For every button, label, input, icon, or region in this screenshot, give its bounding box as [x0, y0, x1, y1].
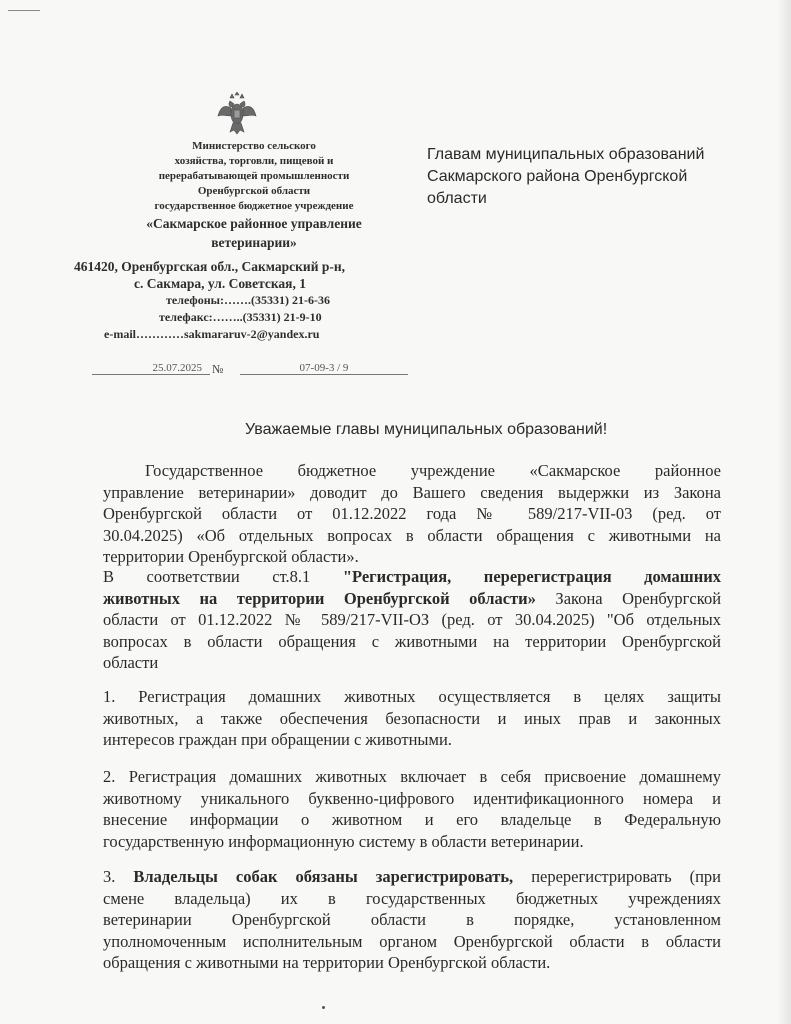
paragraph-line: вопросах в области обращения с животными на территории Оренбургской [103, 631, 721, 651]
org-line: Оренбургской области [197, 185, 311, 197]
paragraph-line: ветеринарии Оренбургской области в порядке, установленном [103, 910, 721, 929]
scan-speck [322, 1006, 325, 1009]
scan-shadow [777, 0, 791, 1024]
letter-date: 25.07.2025 [92, 362, 210, 375]
phone-line: телефоны:…….(35331) 21-6-36 [166, 293, 330, 307]
paragraph-line [103, 588, 721, 610]
email-line: e-mail…………sakmararuv-2@yandex.ru [104, 327, 320, 341]
paragraph-line: интересов граждан при обращении с животными. [103, 730, 452, 749]
address-line: 461420, Оренбургская обл., Сакмарский р-н, [74, 259, 346, 274]
org-line: хозяйства, торговли, пищевой и [174, 155, 334, 167]
paragraph-article [103, 566, 721, 674]
addressee-line: Главам муниципальных образований [427, 146, 705, 163]
paragraph-line: обращения с животными на территории Оренбургской области. [103, 953, 551, 972]
scan-edge-mark [8, 10, 40, 11]
item-emphasis: Владельцы собак обязаны зарегистрировать, [133, 867, 514, 886]
address-line: с. Сакмара, ул. Советская, 1 [134, 276, 306, 291]
paragraph-intro [103, 460, 721, 568]
paragraph-line: 1. Регистрация домашних животных осуществляется в целях защиты [103, 687, 721, 706]
fax-line: телефакс:……..(35331) 21-9-10 [159, 310, 322, 324]
article-ref: В соответствии ст.8.1 [103, 567, 311, 586]
paragraph-line: животных, а также обеспечения безопасности и иных прав и законных [103, 708, 721, 728]
org-line: Министерство сельского [192, 140, 316, 152]
article-title: "Регистрация, перерегистрация домашних [342, 567, 721, 586]
org-name: ветеринарии» [211, 235, 297, 250]
addressee-block [427, 144, 757, 210]
paragraph-line: Государственное бюджетное учреждение «Сакмарское районное [145, 461, 721, 480]
paragraph-line: уполномоченным исполнительным органом Оренбургской области в области [103, 931, 721, 951]
paragraph-line: территории Оренбургской области». [103, 547, 359, 566]
paragraph-line: смене владельца) их в государственных бюджетных учреждениях [103, 888, 721, 908]
salutation: Уважаемые главы муниципальных образований! [245, 421, 608, 438]
paragraph-line: области [103, 653, 159, 672]
addressee-line: области [427, 190, 487, 207]
article-title: животных на территории Оренбургской области» [103, 588, 536, 608]
paragraph-text: перерегистрировать (при [531, 867, 722, 886]
paragraph-item-2 [103, 766, 721, 852]
paragraph-line: 30.04.2025) «Об отдельных вопросах в области обращения с животными на [103, 525, 721, 545]
contact-block [74, 258, 404, 343]
paragraph-item-3 [103, 866, 721, 974]
paragraph-line: государственную информационную систему в области ветеринарии. [103, 831, 584, 851]
addressee-line: Сакмарского района Оренбургской [427, 168, 688, 185]
paragraph-line [103, 566, 721, 588]
organization-block [74, 139, 434, 252]
russian-coat-of-arms-icon [216, 92, 258, 136]
paragraph-line: Оренбургской области от 01.12.2022 года № 589/217-VII-03 (ред. от [103, 504, 721, 523]
letter-number-label: № [212, 362, 224, 376]
paragraph-text: Закона Оренбургской [555, 588, 722, 608]
org-line: государственное бюджетное учреждение [154, 200, 354, 212]
paragraph-line [103, 866, 721, 888]
paragraph-item-1 [103, 686, 721, 751]
paragraph-line: внесение информации о животном и его владельце в Федеральную [103, 810, 721, 829]
letter-number: 07-09-3 / 9 [240, 362, 408, 375]
item-number: 3. [103, 867, 116, 886]
paragraph-line: животному уникального буквенно-цифрового идентификационного номера и [103, 788, 721, 808]
paragraph-line: 2. Регистрация домашних животных включает в себя присвоение домашнему [103, 767, 721, 786]
org-name: «Сакмарское районное управление [146, 216, 362, 231]
org-line: перерабатывающей промышленности [158, 170, 350, 182]
paragraph-line: области от 01.12.2022 № 589/217-VII-ОЗ (ред. от 30.04.2025) "Об отдельных [103, 610, 721, 629]
paragraph-line: управление ветеринарии» доводит до Вашего сведения выдержки из Закона [103, 482, 721, 502]
